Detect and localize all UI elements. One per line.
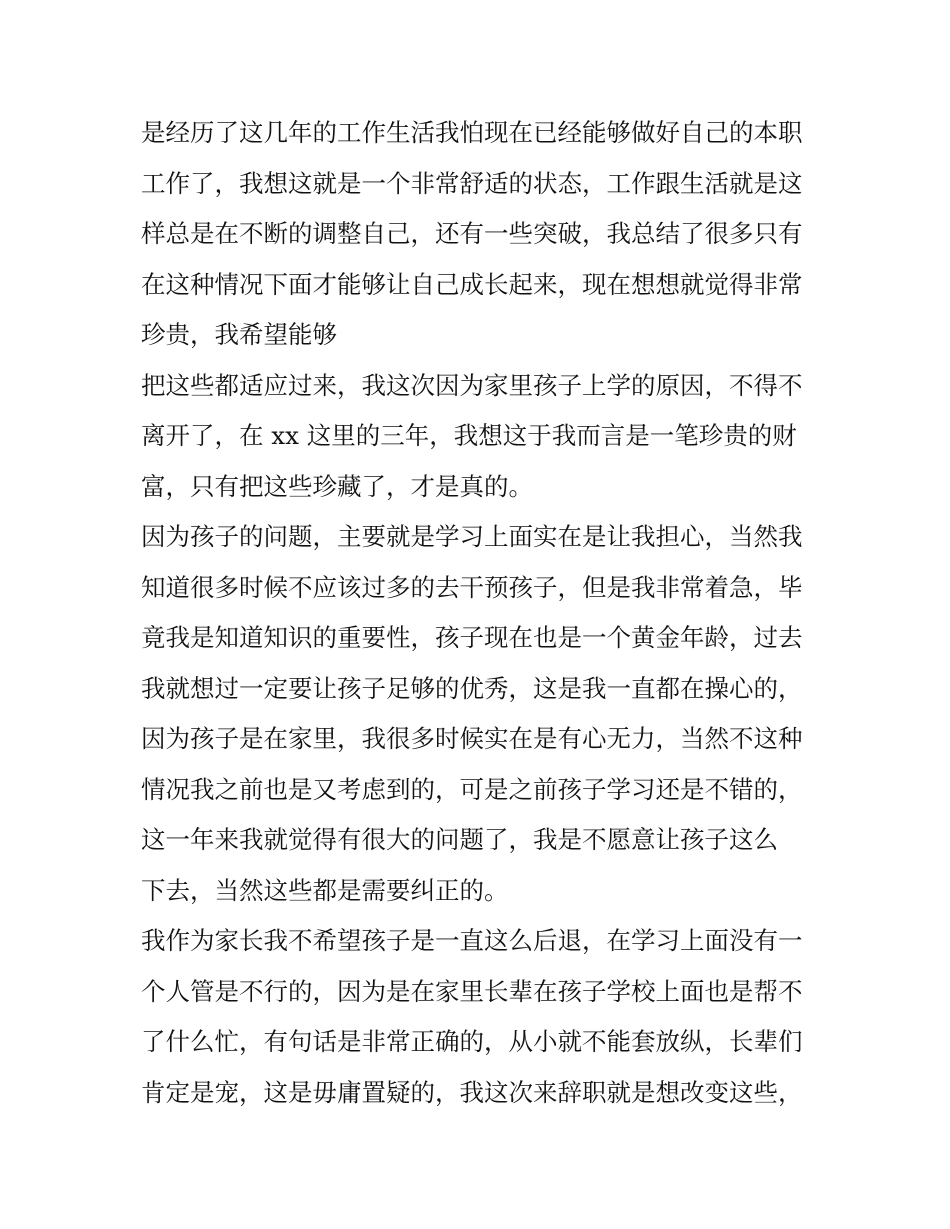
document-body bbox=[141, 108, 821, 1118]
text-line: 因为孩子是在家里，我很多时候实在是有心无力，当然不这种 bbox=[141, 724, 803, 753]
text-line: 个人管是不行的，因为是在家里长辈在孩子学校上面也是帮不 bbox=[141, 976, 803, 1006]
text-line: 这一年来我就觉得有很大的问题了，我是不愿意让孩子这么 bbox=[141, 825, 778, 854]
text-line: 是经历了这几年的工作生活我怕现在已经能够做好自己的本职 bbox=[141, 118, 803, 147]
text-line: 下去，当然这些都是需要纠正的。 bbox=[141, 875, 509, 905]
text-line: 我就想过一定要让孩子足够的优秀，这是我一直都在操心的， bbox=[141, 673, 803, 703]
text-line: 样总是在不断的调整自己，还有一些突破，我总结了很多只有 bbox=[141, 219, 803, 248]
text-line: 我作为家长我不希望孩子是一直这么后退，在学习上面没有一 bbox=[141, 926, 803, 955]
text-line: 情况我之前也是又考虑到的，可是之前孩子学习还是不错的， bbox=[141, 774, 803, 804]
text-line: 在这种情况下面才能够让自己成长起来，现在想想就觉得非常 bbox=[141, 269, 803, 299]
text-line: 工作了，我想这就是一个非常舒适的状态，工作跟生活就是这 bbox=[141, 168, 803, 198]
text-line: 竟我是知道知识的重要性，孩子现在也是一个黄金年龄，过去 bbox=[141, 623, 803, 652]
text-line: 知道很多时候不应该过多的去干预孩子，但是我非常着急，毕 bbox=[141, 572, 803, 602]
text-line: 了什么忙，有句话是非常正确的，从小就不能套放纵，长辈们 bbox=[141, 1027, 803, 1056]
text-line: 把这些都适应过来，我这次因为家里孩子上学的原因，不得不 bbox=[141, 370, 803, 400]
text-line: 因为孩子的问题，主要就是学习上面实在是让我担心，当然我 bbox=[141, 522, 803, 551]
text-line: 离开了，在 xx 这里的三年，我想这于我而言是一笔珍贵的财 bbox=[141, 421, 797, 450]
text-line: 珍贵，我希望能够 bbox=[141, 320, 337, 349]
text-line: 富，只有把这些珍藏了，才是真的。 bbox=[141, 471, 533, 501]
text-line: 肯定是宠，这是毋庸置疑的，我这次来辞职就是想改变这些， bbox=[141, 1077, 803, 1107]
